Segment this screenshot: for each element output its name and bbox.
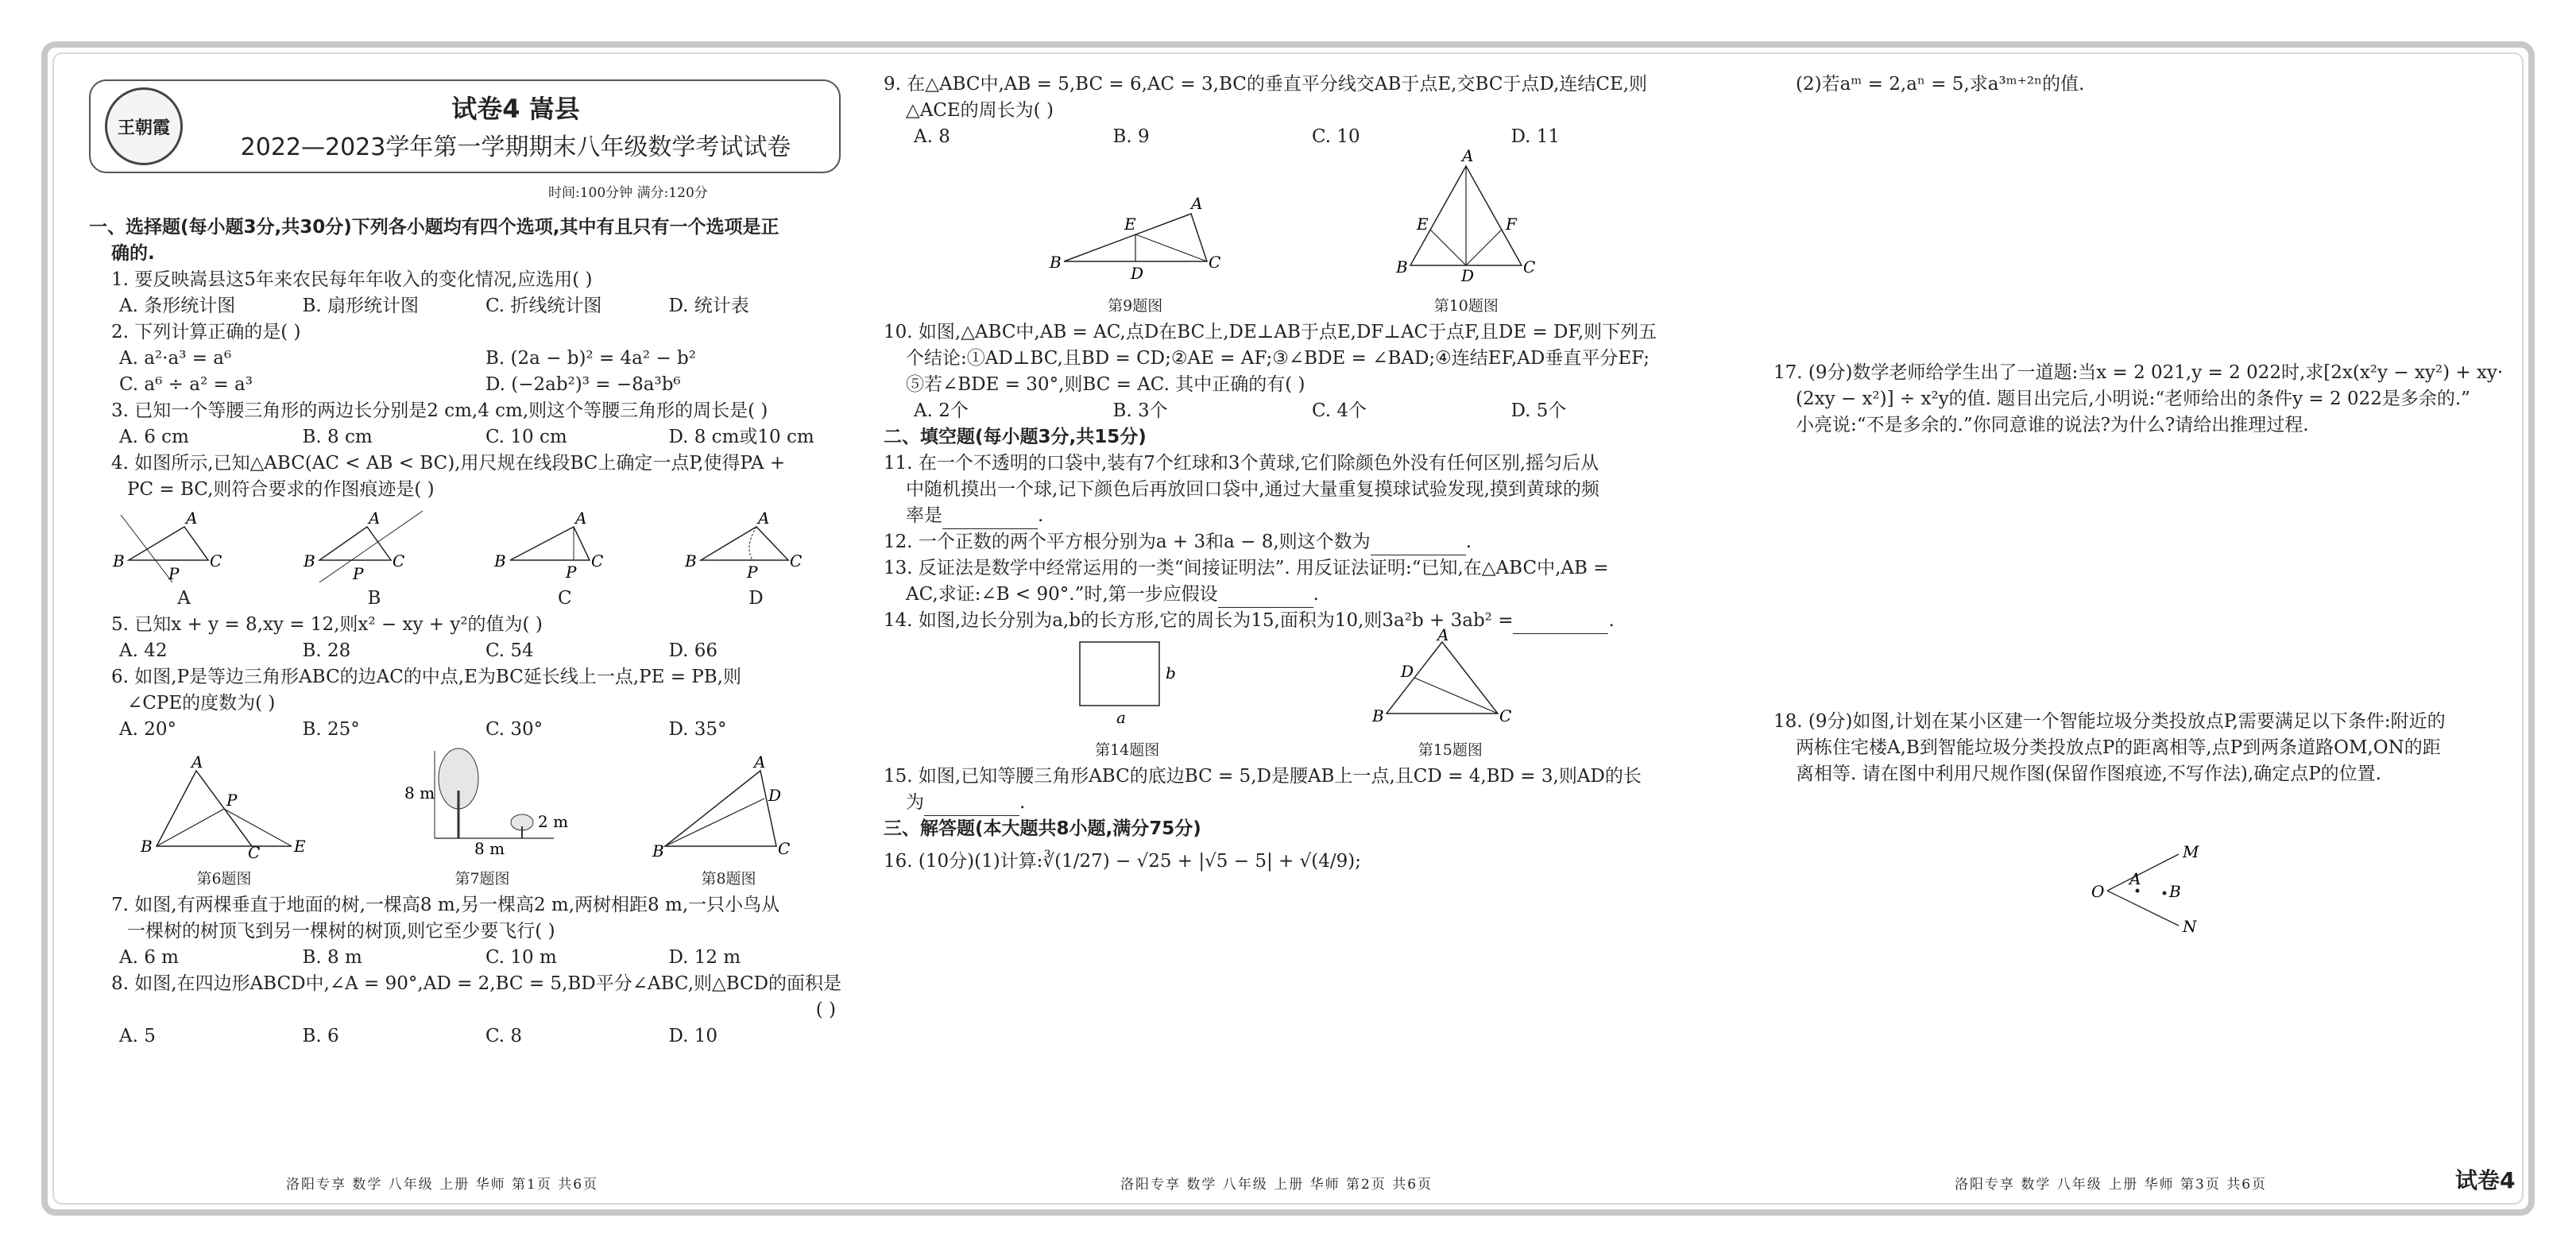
svg-text:C: C [210,551,222,570]
svg-text:C: C [778,839,791,858]
answer-space-17 [1773,439,2504,709]
svg-text:B: B [2169,882,2181,901]
svg-text:A: A [1437,625,1449,644]
section-2-heading: 二、填空题(每小题3分,共15分) [884,427,1147,447]
question-10-options [884,398,1710,424]
figure-6-caption: 第6题图 [196,870,252,888]
figure-15-caption: 第15题图 [1418,741,1483,759]
question-10: 10. 如图,△ABC中,AB = AC,点D在BC上,DE⊥AB于点E,DF⊥AC于点F,且DE = DF,则下列五 [884,322,1657,342]
question-4: 4. 如图所示,已知△ABC(AC < AB < BC),用尺规在线段BC上确定一点P,使得PA + [111,453,786,474]
svg-text:B: B [494,551,506,570]
question-11-cont: 中随机摸出一个球,记下颜色后再放回口袋中,通过大量重复摸球试验发现,摸到黄球的频 [906,479,1599,500]
question-18-cont: 两栋住宅楼A,B到智能垃圾分类投放点P的距离相等,点P到两条道路OM,ON的距 [1796,737,2441,758]
option: A. a²·a³ = a⁶ [119,348,232,369]
q4-figure-d [677,503,836,590]
figure-10-caption: 第10题图 [1433,297,1499,315]
option: D. 8 cm或10 cm [668,427,814,447]
question-15: 15. 如图,已知等腰三角形ABC的底边BC = 5,D是腰AB上一点,且CD = 4,BD = 3,则AD的长 [884,766,1642,787]
option: C. 10 cm [485,427,567,447]
svg-text:P: P [747,563,758,582]
questions-6-8-figures [89,743,852,892]
publisher-logo: 王朝霞 [105,87,183,165]
question-13: 13. 反证法是数学中经常运用的一类“间接证明法”. 用反证法证明:“已知,在△ABC中,AB = [884,558,1609,578]
svg-text:D: D [1130,264,1143,283]
footer-page-3: 洛阳专享 数学 八年级 上册 华师 第3页 共6页 [1955,1177,2268,1193]
questions-9-10-figures [884,146,1710,319]
question-7-options [89,945,852,971]
q4-figure-b [296,503,454,590]
exam-page-tag: 试卷4 [2455,1167,2516,1193]
question-7: 7. 如图,有两棵垂直于地面的树,一棵高8 m,另一棵高2 m,两树相距8 m,一只小鸟从 [111,895,780,915]
figure-7-caption: 第7题图 [454,870,510,888]
svg-text:A: A [1190,194,1203,213]
section-1-heading-cont: 确的. [111,243,155,264]
question-18-cont2: 离相等. 请在图中利用尺规作图(保留作图痕迹,不写作法),确定点P的位置. [1796,764,2381,784]
time-info: 时间:100分钟 满分:120分 [548,185,708,201]
question-8: 8. 如图,在四边形ABCD中,∠A = 90°,AD = 2,BC = 5,BD平分∠ABC,则△BCD的面积是 [111,973,842,994]
option: B. 8 m [302,947,362,968]
svg-text:P: P [226,791,238,810]
svg-text:B: B [141,837,153,856]
question-10-cont: 个结论:①AD⊥BC,且BD = CD;②AE = AF;③∠BDE = ∠BAD;④连结EF,AD垂直平分EF; [906,348,1650,369]
svg-text:D: D [1401,662,1414,681]
option: A. 6 cm [119,427,189,447]
svg-text:A: A [191,752,203,772]
option: A. 8 [914,126,950,147]
q4-figure-c [486,503,645,590]
question-3-options [89,424,852,451]
svg-text:A: A [754,752,766,772]
answer-blank-13[interactable] [1218,590,1313,608]
figure-14 [1064,634,1191,764]
figure-14-caption: 第14题图 [1095,741,1160,759]
figure-7-drawing [403,743,569,858]
svg-text:B: B [1396,257,1409,277]
question-1: 1. 要反映嵩县这5年来农民每年年收入的变化情况,应选用( ) [111,269,593,290]
svg-text:A: A [369,509,381,528]
question-8-paren: ( ) [815,1000,836,1020]
option: B. 25° [302,719,360,740]
option: D. (−2ab²)³ = −8a³b⁶ [485,374,681,395]
option: C. 折线统计图 [485,296,602,316]
q4-figure-a [105,503,264,590]
questions-14-15-figures [884,625,1710,764]
option: C. 4个 [1312,400,1367,421]
svg-text:8 m: 8 m [474,839,505,858]
option: D. 11 [1510,126,1561,147]
footer-page-2: 洛阳专享 数学 八年级 上册 华师 第2页 共6页 [1120,1177,1433,1193]
svg-text:B: B [685,551,697,570]
option: A. 2个 [914,400,969,421]
option: D. 10 [668,1026,718,1046]
question-6-cont: ∠CPE的度数为( ) [127,693,276,714]
figure-6 [133,752,315,892]
option: D. 统计表 [668,296,749,316]
question-5: 5. 已知x + y = 8,xy = 12,则x² − xy + y²的值为( ) [111,614,543,635]
question-7-cont: 一棵树的树顶飞到另一棵树的树顶,则它至少要飞行( ) [127,921,555,942]
option: A. 42 [119,640,168,661]
question-11: 11. 在一个不透明的口袋中,装有7个红球和3个黄球,它们除颜色外没有任何区别,摇匀后从 [884,453,1599,474]
option: B. 3个 [1112,400,1168,421]
figure-14-drawing [1064,634,1191,729]
svg-text:O: O [2091,882,2105,901]
question-2: 2. 下列计算正确的是( ) [111,322,301,342]
svg-text:C: C [248,843,261,862]
option: C. 10 [1312,126,1360,147]
question-5-options [89,638,852,664]
svg-text:C: C [591,551,604,570]
figure-label: B [367,588,381,609]
svg-text:C: C [1208,253,1220,272]
svg-text:P: P [566,563,577,582]
svg-text:B: B [113,551,125,570]
exam-subtitle: 2022—2023学年第一学期期末八年级数学考试试卷 [240,133,791,161]
option: D. 5个 [1510,400,1567,421]
question-6: 6. 如图,P是等边三角形ABC的边AC的中点,E为BC延长线上一点,PE = PB,则 [111,667,741,687]
svg-text:B: B [1372,706,1385,725]
svg-text:C: C [1523,257,1536,277]
figure-7 [403,743,569,892]
question-17-cont: (2xy − x²)] ÷ x²y的值. 题目出完后,小明说:“老师给出的条件y = 2 022是多余的.” [1796,389,2470,409]
svg-text:P: P [168,564,180,583]
option: B. 6 [302,1026,339,1046]
question-18: 18. (9分)如图,计划在某小区建一个智能垃圾分类投放点P,需要满足以下条件:附近的 [1773,711,2446,732]
figure-6-drawing [133,752,315,862]
svg-text:M: M [2183,842,2199,861]
option: D. 12 m [668,947,741,968]
svg-text:2 m: 2 m [538,812,569,831]
option: C. 10 m [485,947,557,968]
svg-text:E: E [1417,215,1429,234]
question-4-cont: PC = BC,则符合要求的作图痕迹是( ) [127,479,435,500]
question-2-options [89,346,852,398]
figure-8-drawing [649,752,808,861]
question-6-options [89,717,852,743]
svg-text:C: C [393,551,405,570]
question-16: 16. (10分)(1)计算:∛(1/27) − √25 + |√5 − 5| + √(4/9); [884,851,1361,872]
figure-label: A [177,588,191,609]
svg-text:A: A [575,509,587,528]
option: B. 8 cm [302,427,373,447]
question-10-cont2: ⑤若∠BDE = 30°,则BC = AC. 其中正确的有( ) [906,374,1305,395]
column-2 [884,72,1710,875]
question-8-options [89,1023,852,1050]
svg-text:N: N [2183,917,2197,936]
option: C. 8 [485,1026,523,1046]
figure-15-drawing [1371,625,1530,729]
question-3: 3. 已知一个等腰三角形的两边长分别是2 cm,4 cm,则这个等腰三角形的周长是( ) [111,400,768,421]
svg-text:A: A [2129,869,2141,888]
section-1-heading: 一、选择题(每小题3分,共30分)下列各小题均有四个选项,其中有且只有一个选项是正 [89,217,779,238]
svg-text:B: B [1049,253,1062,272]
svg-text:B: B [304,551,315,570]
question-15-cont: 为 . [884,790,1710,816]
exam-header [89,79,841,173]
answer-blank-12[interactable] [1371,537,1466,555]
question-12: 12. 一个正数的两个平方根分别为a + 3和a − 8,则这个数为 . [884,529,1710,555]
question-1-options [89,293,852,319]
option: B. 28 [302,640,351,661]
svg-text:A: A [186,509,198,528]
figure-8 [649,752,808,892]
column-3 [1773,72,2504,946]
svg-text:C: C [790,551,803,570]
figure-10-drawing [1387,146,1545,285]
option: D. 66 [668,640,718,661]
figure-9 [1048,182,1223,319]
question-13-cont: AC,求证:∠B < 90°.”时,第一步应假设 . [884,582,1710,608]
figure-9-drawing [1048,182,1223,285]
svg-text:b: b [1165,663,1176,683]
footer-page-1: 洛阳专享 数学 八年级 上册 华师 第1页 共6页 [286,1177,599,1193]
svg-text:A: A [758,509,770,528]
question-9: 9. 在△ABC中,AB = 5,BC = 6,AC = 3,BC的垂直平分线交AB于点E,交BC于点D,连结CE,则 [884,74,1648,95]
column-1 [89,215,852,1050]
figure-10 [1387,146,1545,319]
figure-8-caption: 第8题图 [701,870,756,888]
svg-text:8 m: 8 m [404,783,435,803]
question-9-options [884,124,1710,150]
option: B. (2a − b)² = 4a² − b² [485,348,696,369]
question-11-cont2: 率是 . [884,503,1710,529]
question-16-part2: (2)若aᵐ = 2,aⁿ = 5,求a³ᵐ⁺²ⁿ的值. [1796,74,2085,95]
option: C. a⁶ ÷ a² = a³ [119,374,253,395]
option: A. 6 m [119,947,179,968]
section-3-heading: 三、解答题(本大题共8小题,满分75分) [884,818,1201,839]
svg-text:E: E [294,837,306,856]
question-9-cont: △ACE的周长为( ) [906,100,1054,121]
option: A. 条形统计图 [119,296,236,316]
figure-label: C [558,588,572,609]
question-14: 14. 如图,边长分别为a,b的长方形,它的周长为15,面积为10,则3a²b + 3ab² = . [884,608,1710,634]
question-17: 17. (9分)数学老师给学生出了一道题:当x = 2 021,y = 2 022时,求[2x(x²y − xy²) + xy· [1773,362,2504,383]
option: D. 35° [668,719,727,740]
option: A. 5 [119,1026,156,1046]
option: B. 扇形统计图 [302,296,420,316]
option: A. 20° [119,719,176,740]
option: B. 9 [1112,126,1150,147]
svg-text:B: B [652,841,664,861]
svg-text:F: F [1506,215,1518,234]
figure-18 [1773,843,2504,938]
figure-9-caption: 第9题图 [1108,297,1163,315]
svg-text:P: P [353,564,364,583]
answer-blank-11[interactable] [942,511,1038,529]
svg-text:D: D [768,786,782,805]
figure-15 [1371,625,1530,764]
svg-text:A: A [1462,146,1474,165]
svg-text:E: E [1124,215,1136,234]
answer-blank-15[interactable] [924,798,1019,816]
option: C. 30° [485,719,543,740]
question-4-figures [89,503,852,590]
question-17-cont2: 小亮说:“不是多余的.”你同意谁的说法?为什么?请给出推理过程. [1796,415,2309,435]
svg-text:C: C [1499,706,1512,725]
svg-text:D: D [1461,266,1475,285]
answer-space-16 [1773,98,2504,360]
exam-title: 试卷4 嵩县 [451,94,580,124]
svg-text:a: a [1116,708,1126,727]
answer-blank-14[interactable] [1513,616,1608,634]
figure-label: D [748,588,764,609]
option: C. 54 [485,640,534,661]
